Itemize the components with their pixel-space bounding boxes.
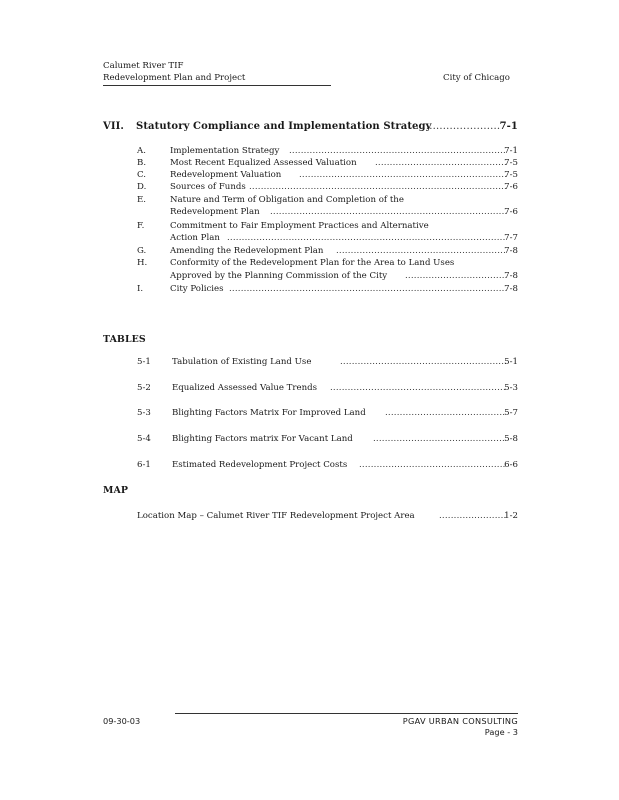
leader-dots bbox=[373, 434, 506, 444]
leader-dots bbox=[340, 357, 506, 367]
leader-dots bbox=[249, 182, 506, 192]
table-number: 6-1 bbox=[137, 460, 151, 470]
leader-dots bbox=[229, 284, 506, 294]
map-heading: MAP bbox=[103, 485, 129, 496]
item-label: E. bbox=[137, 195, 147, 205]
item-label: H. bbox=[137, 258, 148, 268]
table-title: Equalized Assessed Value Trends bbox=[172, 383, 318, 393]
leader-dots bbox=[299, 170, 506, 180]
item-label: C. bbox=[137, 170, 147, 180]
header-city: City of Chicago bbox=[443, 73, 510, 83]
leader-dots bbox=[385, 408, 506, 418]
leader-dots bbox=[336, 246, 506, 256]
item-label: D. bbox=[137, 182, 147, 192]
table-title: Estimated Redevelopment Project Costs bbox=[172, 460, 348, 470]
footer-page-number: Page - 3 bbox=[484, 727, 518, 737]
table-number: 5-4 bbox=[137, 434, 151, 444]
table-page: 6-6 bbox=[504, 460, 518, 470]
item-page: 7-8 bbox=[504, 246, 518, 256]
leader-dots bbox=[330, 383, 506, 393]
item-label: I. bbox=[137, 284, 144, 294]
item-text: Most Recent Equalized Assessed Valuation bbox=[170, 158, 357, 168]
item-text: Redevelopment Plan bbox=[170, 207, 260, 217]
table-page: 5-8 bbox=[504, 434, 518, 444]
leader-dots bbox=[439, 511, 506, 521]
section-number: VII. bbox=[103, 121, 124, 132]
item-label: F. bbox=[137, 221, 145, 231]
item-text: Approved by the Planning Commission of the City bbox=[170, 271, 388, 281]
item-text: Commitment to Fair Employment Practices and Alternative bbox=[170, 221, 429, 231]
item-text: Redevelopment Valuation bbox=[170, 170, 282, 180]
item-text: Action Plan bbox=[170, 233, 220, 243]
leader-dots bbox=[227, 233, 506, 243]
footer-company: PGAV URBAN CONSULTING bbox=[402, 716, 518, 726]
item-text: Amending the Redevelopment Plan bbox=[170, 246, 324, 256]
table-title: Blighting Factors Matrix For Improved Land bbox=[172, 408, 366, 418]
item-text: Sources of Funds bbox=[170, 182, 246, 192]
tables-heading: TABLES bbox=[103, 334, 146, 345]
leader-dots bbox=[270, 207, 506, 217]
table-page: 5-3 bbox=[504, 383, 518, 393]
table-number: 5-3 bbox=[137, 408, 151, 418]
table-title: Blighting Factors matrix For Vacant Land bbox=[172, 434, 353, 444]
leader-dots bbox=[289, 146, 506, 156]
item-page: 7-1 bbox=[504, 146, 518, 156]
item-page: 7-6 bbox=[504, 207, 518, 217]
item-text: City Policies bbox=[170, 284, 224, 294]
header-rule bbox=[103, 85, 331, 86]
leader-dots bbox=[375, 158, 506, 168]
header-project-name: Calumet River TIF bbox=[103, 61, 184, 71]
table-number: 5-1 bbox=[137, 357, 151, 367]
leader-dots bbox=[405, 271, 506, 281]
item-page: 7-8 bbox=[504, 271, 518, 281]
table-page: 5-7 bbox=[504, 408, 518, 418]
table-page: 5-1 bbox=[504, 357, 518, 367]
section-page: 7-1 bbox=[499, 121, 518, 132]
table-number: 5-2 bbox=[137, 383, 151, 393]
item-text: Implementation Strategy bbox=[170, 146, 280, 156]
item-page: 7-8 bbox=[504, 284, 518, 294]
section-title: Statutory Compliance and Implementation Strategy bbox=[136, 121, 432, 132]
map-page: 1-2 bbox=[504, 511, 518, 521]
item-page: 7-5 bbox=[504, 158, 518, 168]
item-text: Conformity of the Redevelopment Plan for the Area to Land Uses bbox=[170, 258, 455, 268]
footer-date: 09-30-03 bbox=[103, 716, 141, 726]
item-text: Nature and Term of Obligation and Completion of the bbox=[170, 195, 404, 205]
table-title: Tabulation of Existing Land Use bbox=[172, 357, 312, 367]
item-label: A. bbox=[137, 146, 146, 156]
footer-rule bbox=[175, 713, 518, 714]
item-label: G. bbox=[137, 246, 147, 256]
leader-dots bbox=[359, 460, 506, 470]
item-page: 7-5 bbox=[504, 170, 518, 180]
leader-dots bbox=[409, 122, 500, 132]
item-label: B. bbox=[137, 158, 147, 168]
item-page: 7-7 bbox=[504, 233, 518, 243]
header-subtitle: Redevelopment Plan and Project bbox=[103, 73, 246, 83]
item-page: 7-6 bbox=[504, 182, 518, 192]
map-title: Location Map – Calumet River TIF Redevelopment Project Area bbox=[137, 511, 415, 521]
